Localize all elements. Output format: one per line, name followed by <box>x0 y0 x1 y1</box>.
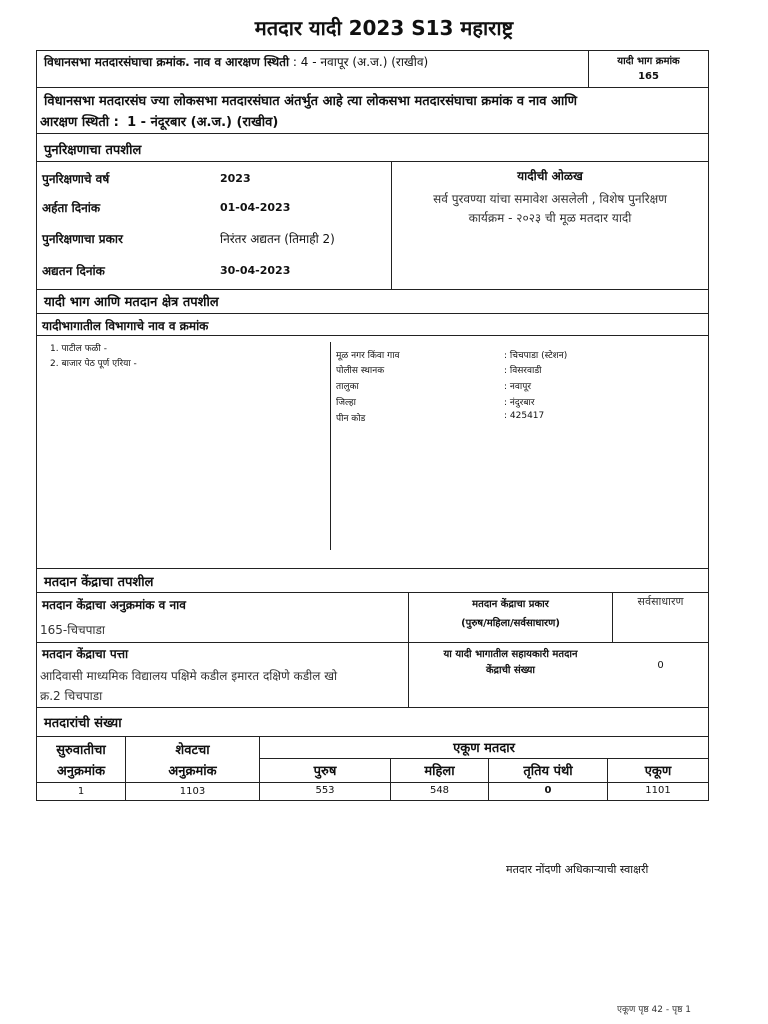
part-no-label: यादी भाग क्रमांक <box>617 56 680 67</box>
male-value: 553 <box>315 785 335 796</box>
pin-value: : 425417 <box>504 411 545 421</box>
district-label: जिल्हा <box>336 398 356 408</box>
part-no-value: 165 <box>638 71 659 82</box>
row-divider <box>36 800 709 801</box>
polling-address-line1: आदिवासी माध्यमिक विद्यालय पक्षिमे कडील इमारत दक्षिणे कडील खो <box>40 669 338 683</box>
taluka-value: : नवापूर <box>504 382 532 392</box>
page-footer: एकूण पृष्ठ 42 - पृष्ठ 1 <box>617 1005 691 1015</box>
row-divider <box>36 642 709 643</box>
sections-heading: यादीभागातील विभागाचे नाव व क्रमांक <box>42 319 209 333</box>
row-divider <box>36 87 709 88</box>
frame-left <box>36 50 37 801</box>
police-label: पोलीस स्थानक <box>336 366 385 376</box>
location-divider <box>330 342 331 550</box>
auxiliary-sub: केंद्राची संख्या <box>485 665 535 676</box>
polling-name-label: मतदान केंद्राचा अनुक्रमांक व नाव <box>42 598 186 612</box>
row-divider <box>36 782 709 783</box>
row-divider <box>36 313 709 314</box>
list-identity-line1: सर्व पुरवण्या यांचा समावेश असलेली , विशेष पुनरिक्षण <box>433 192 667 206</box>
polling-type-value: सर्वसाधारण <box>637 595 684 608</box>
third-gender-value: 0 <box>544 785 552 796</box>
officer-signature-label: मतदार नोंदणी अधिकाऱ्याची स्वाक्षरी <box>506 863 649 876</box>
qualifying-date-label: अर्हता दिनांक <box>42 201 101 215</box>
voters-heading: मतदारांची संख्या <box>44 716 122 731</box>
total-voters-heading: एकूण मतदार <box>453 741 515 756</box>
polling-address-line2: क्र.2 चिचपाडा <box>40 689 103 703</box>
row-divider <box>36 736 709 737</box>
lok-sabha-line2: आरक्षण स्थिती : 1 - नंदूरबार (अ.ज.) (राखीव) <box>40 115 279 130</box>
section-item: 2. बाजार पेठ पूर्ण एरिया - <box>50 359 137 369</box>
frame-top <box>36 50 709 51</box>
auxiliary-label: या यादी भागातील सहायकारी मतदान <box>443 649 578 660</box>
district-value: : नंदुरबार <box>504 398 535 408</box>
revision-year-value: 2023 <box>220 172 251 185</box>
list-identity-heading: यादीची ओळख <box>517 169 583 183</box>
lok-sabha-line1: विधानसभा मतदारसंघ ज्या लोकसभा मतदारसंघात अंतर्भुत आहे त्या लोकसभा मतदारसंघाचा क्रमांक व नाव आणि <box>44 94 578 109</box>
page-title: मतदार यादी 2023 S13 महाराष्ट्र <box>254 16 514 40</box>
qualifying-date-value: 01-04-2023 <box>220 201 291 214</box>
auxiliary-value: 0 <box>657 660 664 671</box>
row-divider <box>36 289 709 290</box>
update-date-label: अद्यतन दिनांक <box>42 264 105 278</box>
end-serial-sub: अनुक्रमांक <box>168 764 217 779</box>
start-serial-label: सुरुवातीचा <box>56 743 106 758</box>
pin-label: पीन कोड <box>336 414 366 424</box>
end-serial-label: शेवटचा <box>175 743 210 758</box>
female-label: महिला <box>424 764 455 779</box>
polling-heading: मतदान केंद्राचा तपशील <box>44 575 154 590</box>
revision-type-value: निरंतर अद्यतन (तिमाही 2) <box>220 232 335 246</box>
polling-type-sub: (पुरुष/महिला/सर्वसाधारण) <box>461 618 560 629</box>
revision-type-label: पुनरिक्षणाचा प्रकार <box>42 232 123 246</box>
frame-right <box>708 50 709 801</box>
total-label: एकूण <box>644 764 672 779</box>
polling-type-label: मतदान केंद्राचा प्रकार <box>472 599 549 610</box>
village-value: : चिचपाडा (स्टेशन) <box>504 351 568 361</box>
polling-name-value: 165-चिचपाडा <box>40 623 106 637</box>
row-divider <box>36 335 709 336</box>
part-area-heading: यादी भाग आणि मतदान क्षेत्र तपशील <box>44 295 219 310</box>
revision-heading: पुनरिक्षणाचा तपशील <box>44 143 142 158</box>
row-divider <box>259 758 709 759</box>
row-divider <box>36 592 709 593</box>
row-divider <box>36 568 709 569</box>
row-divider <box>36 161 709 162</box>
row-divider <box>36 707 709 708</box>
end-serial-value: 1103 <box>179 786 206 797</box>
female-value: 548 <box>429 785 450 796</box>
start-serial-sub: अनुक्रमांक <box>56 764 106 779</box>
section-item: 1. पाटील फळी - <box>50 344 107 354</box>
polling-address-label: मतदान केंद्राचा पत्ता <box>42 647 129 661</box>
list-identity-line2: कार्यक्रम - २०२३ ची मूळ मतदार यादी <box>468 211 632 225</box>
taluka-label: तालुका <box>336 382 359 392</box>
male-label: पुरुष <box>313 764 337 779</box>
start-serial-value: 1 <box>77 786 85 797</box>
row-divider <box>36 133 709 134</box>
village-label: मूळ नगर किंवा गाव <box>336 351 400 361</box>
revision-year-label: पुनरिक्षणाचे वर्ष <box>42 172 110 186</box>
total-value: 1101 <box>645 785 671 796</box>
update-date-value: 30-04-2023 <box>220 264 291 277</box>
third-gender-label: तृतिय पंथी <box>523 764 573 779</box>
police-value: : विसरवाडी <box>504 366 542 376</box>
constituency-label: विधानसभा मतदारसंघाचा क्रमांक. नाव व आरक्षण स्थिती : 4 - नवापूर (अ.ज.) (राखीव) <box>44 55 429 69</box>
